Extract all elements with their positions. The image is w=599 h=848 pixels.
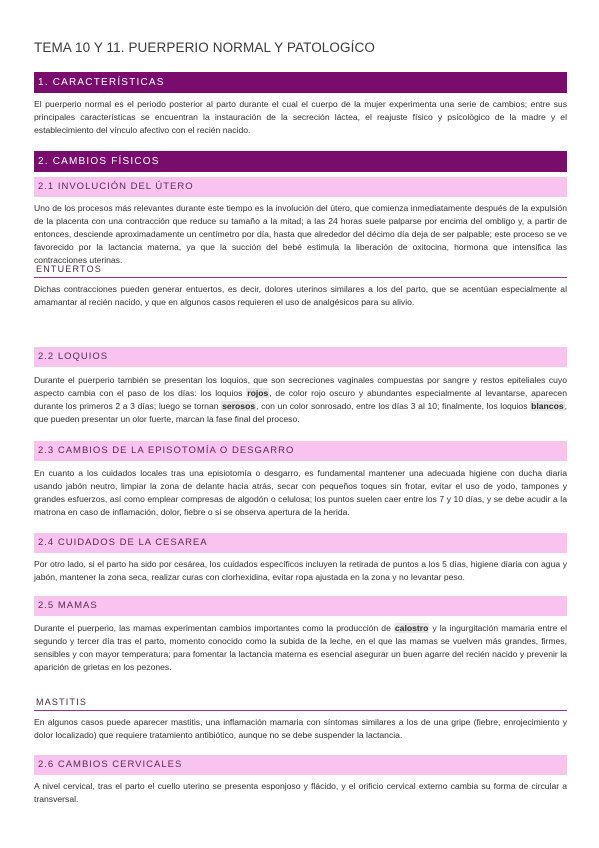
paragraph-mamas [34, 622, 567, 674]
loquios-text-1: Durante el puerperio también se presentan los loquios, que son secreciones vaginales compuestas por sangre y restos epiteliales cuyo aspecto cambia con el paso de los días: los loquios [34, 375, 567, 398]
subsection-heading-loquios: 2.2 LOQUIOS [34, 347, 567, 367]
paragraph-loquios [34, 374, 567, 426]
paragraph-mastitis: En algunos casos puede aparecer mastitis, una inflamación mamaria con síntomas similares a los de una gripe (fiebre, enrojecimiento y dolor localizado) que requiere tratamiento antibiótico, aunque no se debe suspender la lactancia. [34, 717, 567, 740]
paragraph-episiotomia: En cuanto a los cuidados locales tras una episiotomía o desgarro, es fundamental mantener una adecuada higiene con ducha diaria usando jabón neutro, limpiar la zona de delante hacia atrás, secar con pequeños toques sin frotar, evitar el uso de yodo, tampones y grandes esfuerzos, así como emplear compresas de algodón o celulosa; los puntos suelen caer entre los 7 y 10 días, y se debe acudir a la matrona en caso de inflamación, dolor, fiebre o si se observa apertura de la herida. [34, 468, 567, 517]
subsection-heading-cesarea: 2.4 CUIDADOS DE LA CESAREA [34, 533, 567, 553]
loquios-text-3: , con un color sonrosado, entre los días 3 al 10; finalmente, los loquios [256, 401, 531, 411]
highlight-serosos: serosos [222, 401, 256, 411]
loquios-text-2: , de color rojo oscuro y abundantes especialmente al levantarse, aparecen durante los primeros 2 a 3 días; luego se tornan [34, 388, 567, 411]
paragraph-cambios-cervicales: A nivel cervical, tras el parto el cuello uterino se presenta esponjoso y flácido, y el orificio cervical externo cambia su forma de circular a transversal. [34, 781, 567, 804]
paragraph-caracteristicas: El puerperio normal es el periodo posterior al parto durante el cual el cuerpo de la mujer experimenta una serie de cambios; entre sus principales características se encuentran la instauración de la secreción láctea, el reajuste físico y psicológico de la madre y el establecimiento del vínculo afectivo con el recién nacido. [34, 99, 567, 135]
paragraph-involucion-utero: Uno de los procesos más relevantes durante este tiempo es la involución del útero, que comienza inmediatamente después de la expulsión de la placenta con una contracción que reduce su tamaño a la mitad; a las 24 horas suele palparse por encima del ombligo y, a partir de entonces, desciende aproximadamente un centímetro por día, hasta que alrededor del décimo día deja de ser palpable; este proceso se ve favorecido por la lactancia materna, ya que la succión del bebé estimula la liberación de oxitocina, hormona que intensifica las contracciones uterinas. [34, 203, 567, 265]
paragraph-entuertos: Dichas contracciones pueden generar entuertos, es decir, dolores uterinos similares a los del parto, que se acentúan especialmente al amamantar al recién nacido, y que en algunos casos requieren el uso de analgésicos para su alivio. [34, 284, 567, 307]
mamas-text-1: Durante el puerperio, las mamas experimentan cambios importantes como la producción de [34, 623, 394, 633]
highlight-rojos: rojos [247, 388, 269, 398]
page-title: TEMA 10 Y 11. PUERPERIO NORMAL Y PATOLOGÍCO [34, 40, 375, 55]
highlight-blancos: blancos [531, 401, 564, 411]
subsection-heading-cambios-cervicales: 2.6 CAMBIOS CERVICALES [34, 755, 567, 775]
highlight-calostro: calostro [394, 623, 429, 633]
section-heading-caracteristicas: 1. CARACTERÍSTICAS [34, 72, 567, 93]
subheading-mastitis: MASTITIS [34, 697, 567, 711]
loquios-text-4: , que pueden presentar un olor fuerte, marcan la fase final del proceso. [34, 401, 568, 424]
subsection-heading-mamas: 2.5 MAMAS [34, 596, 567, 616]
paragraph-cesarea: Por otro lado, si el parto ha sido por cesárea, los cuidados específicos incluyen la retirada de puntos a los 5 días, higiene diaria con agua y jabón, mantener la zona seca, realizar curas con clorhexidina, evitar ropa ajustada en la zona y no levantar peso. [34, 559, 567, 582]
subheading-entuertos: ENTUERTOS [34, 264, 567, 278]
subsection-heading-involucion-utero: 2.1 INVOLUCIÓN DEL ÚTERO [34, 177, 567, 197]
section-heading-cambios-fisicos: 2. CAMBIOS FÍSICOS [34, 151, 567, 172]
mamas-text-2: y la ingurgitación mamaria entre el segundo y tercer día tras el parto, momento conocido como la subida de la leche, en el que las mamas se vuelven más grandes, firmes, sensibles y con mayor temperatura; para fomentar la lactancia materna es esencial asegurar un buen agarre del recién nacido y prevenir la aparición de grietas en los pezones. [34, 623, 567, 672]
subsection-heading-episiotomia: 2.3 CAMBIOS DE LA EPISOTOMÍA O DESGARRO [34, 441, 567, 461]
